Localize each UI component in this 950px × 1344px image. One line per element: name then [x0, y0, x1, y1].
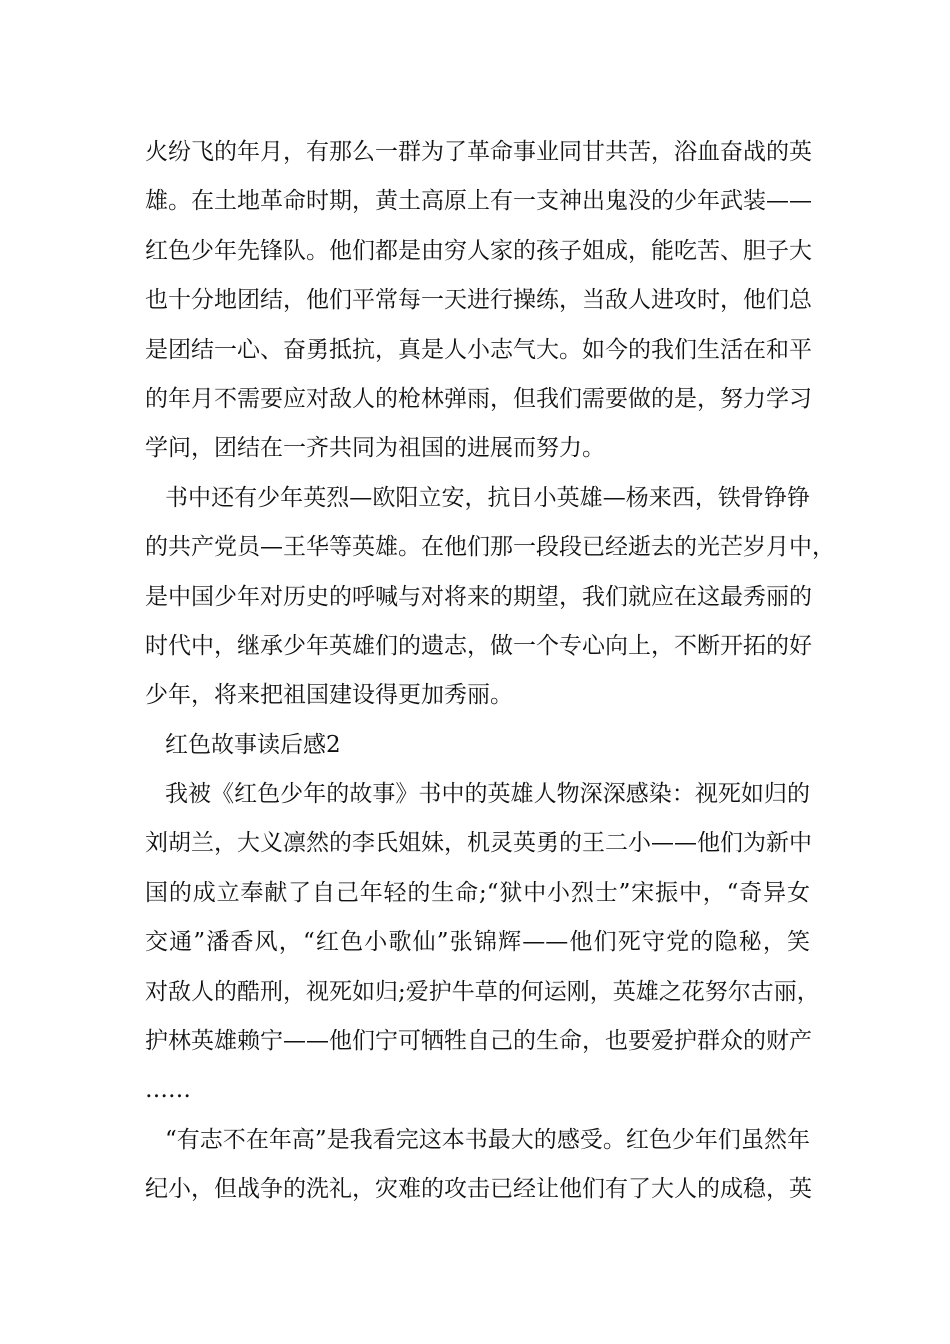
paragraph-line: 也十分地团结，他们平常每一天进行操练，当敌人进攻时，他们总: [145, 287, 812, 314]
paragraph-line: 少年，将来把祖国建设得更加秀丽。: [145, 682, 513, 709]
section-heading: 红色故事读后感2: [165, 731, 341, 758]
paragraph-line: 国的成立奉献了自己年轻的生命;“狱中小烈士”宋振中，“奇异女: [145, 879, 810, 906]
paragraph-line: “有志不在年高”是我看完这本书最大的感受。红色少年们虽然年: [165, 1126, 810, 1153]
paragraph-line: 是团结一心、奋勇抵抗，真是人小志气大。如今的我们生活在和平: [145, 336, 812, 363]
paragraph-line: 的年月不需要应对敌人的枪林弹雨，但我们需要做的是，努力学习: [145, 385, 812, 412]
paragraph-line: 对敌人的酷刑，视死如归;爱护牛草的何运刚，英雄之花努尔古丽，: [145, 978, 820, 1005]
paragraph-line: ……: [145, 1077, 191, 1104]
paragraph-line: 时代中，继承少年英雄们的遗志，做一个专心向上，不断开拓的好: [145, 632, 812, 659]
paragraph-line: 纪小，但战争的洗礼，灾难的攻击已经让他们有了大人的成稳，英: [145, 1176, 812, 1203]
paragraph-line: 的共产党员—王华等英雄。在他们那一段段已经逝去的光芒岁月中，: [145, 534, 835, 561]
body-text: [145, 128, 835, 1215]
paragraph-line: 书中还有少年英烈—欧阳立安，抗日小英雄—杨来西，铁骨铮铮: [165, 484, 810, 511]
paragraph-line: 红色少年先锋队。他们都是由穷人家的孩子姐成，能吃苦、胆子大: [145, 237, 812, 264]
paragraph-line: 是中国少年对历史的呼喊与对将来的期望，我们就应在这最秀丽的: [145, 583, 812, 610]
paragraph-line: 刘胡兰，大义凛然的李氏姐妹，机灵英勇的王二小——他们为新中: [145, 830, 812, 857]
paragraph-line: 我被《红色少年的故事》书中的英雄人物深深感染：视死如归的: [165, 781, 810, 808]
paragraph-line: 雄。在土地革命时期，黄土高原上有一支神出鬼没的少年武装——: [145, 188, 812, 215]
paragraph-line: 火纷飞的年月，有那么一群为了革命事业同甘共苦，浴血奋战的英: [145, 139, 812, 165]
paragraph-line: 交通”潘香风，“红色小歌仙”张锦辉——他们死守党的隐秘，笑: [145, 929, 810, 956]
paragraph-line: 护林英雄赖宁——他们宁可牺牲自己的生命，也要爱护群众的财产: [145, 1028, 812, 1055]
paragraph-line: 学问，团结在一齐共同为祖国的进展而努力。: [145, 435, 605, 462]
